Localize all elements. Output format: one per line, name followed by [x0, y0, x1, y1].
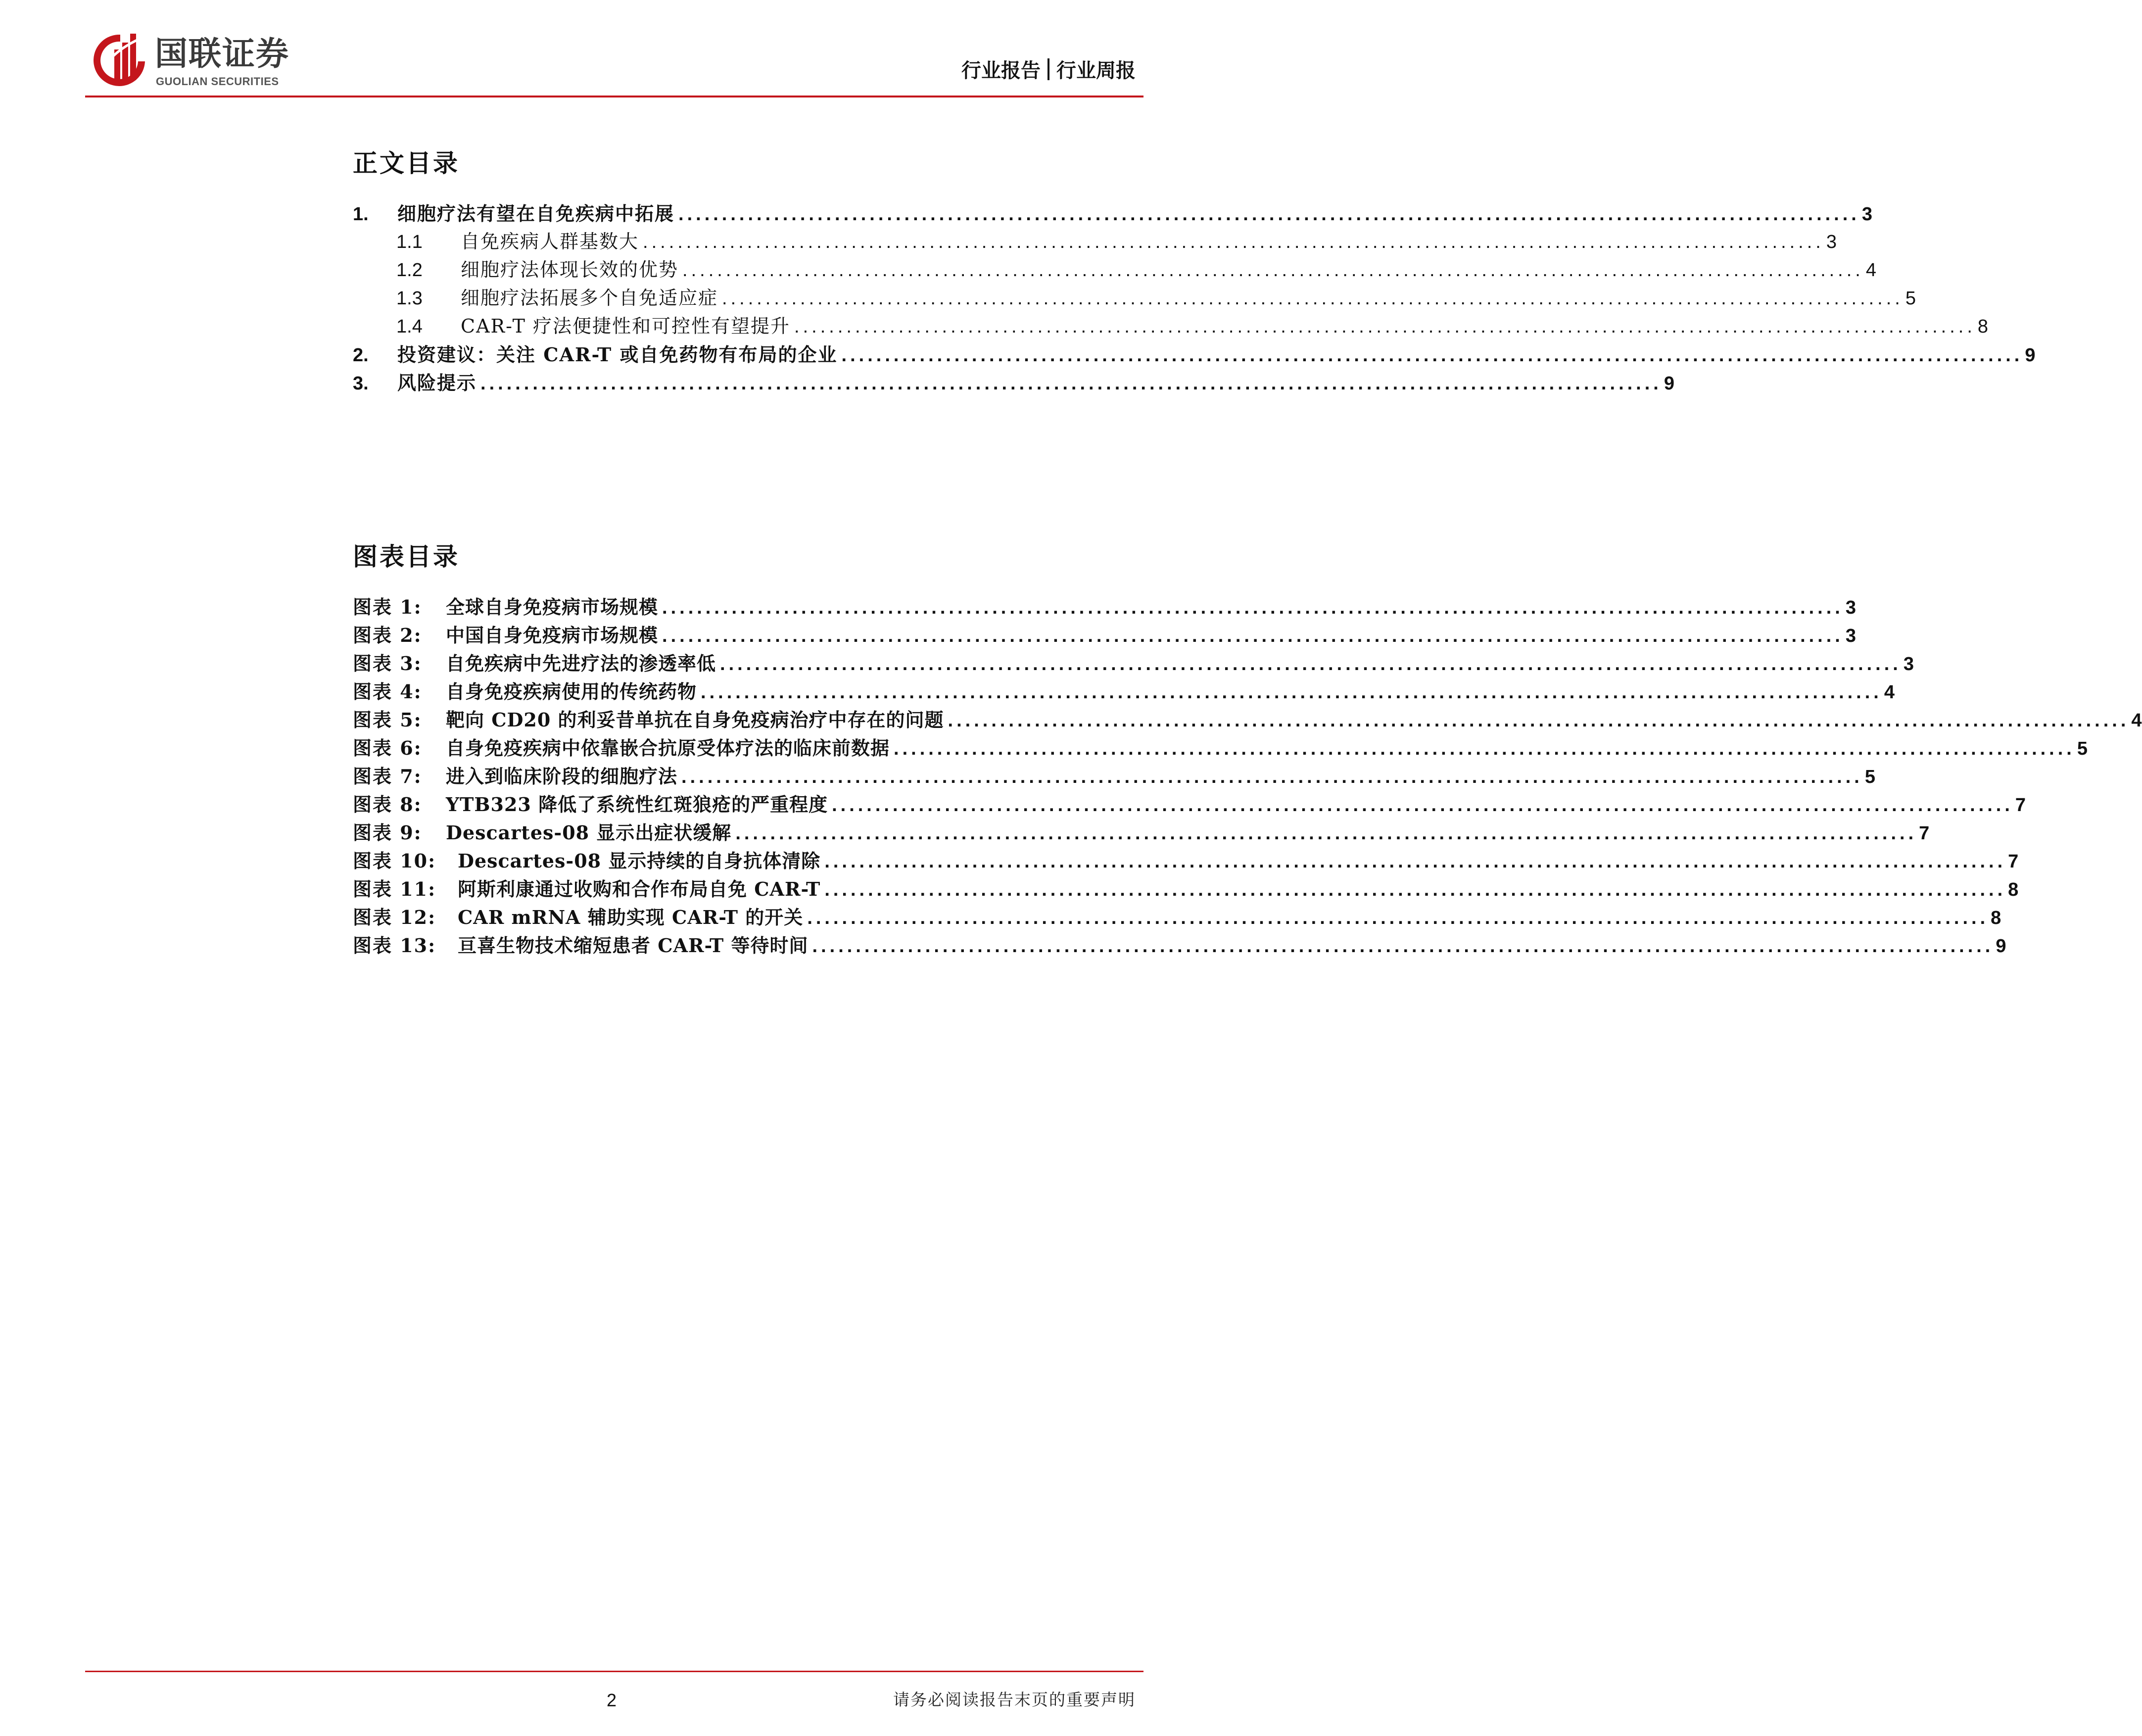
figure-entry-title: 自免疾病中先进疗法的渗透率低	[446, 652, 716, 675]
figure-entry-title: 全球自身免疫病市场规模	[446, 596, 659, 618]
tag-separator	[1047, 58, 1049, 80]
toc-entry-title: 细胞疗法体现长效的优势	[461, 259, 679, 281]
figure-toc-title: 图表目录	[353, 542, 460, 571]
figure-entry-number: 图表 13:	[353, 934, 436, 957]
figure-entry-page: 7	[1919, 823, 1930, 844]
figure-entry-page: 7	[2008, 851, 2019, 872]
report-subtype-tag: 行业周报	[1056, 59, 1136, 82]
figure-entry-number: 图表 5:	[353, 709, 422, 731]
figure-entry-number: 图表 7:	[353, 765, 422, 787]
footer-divider	[85, 1671, 1143, 1672]
toc-entry-page: 5	[1905, 288, 1916, 309]
figure-entry[interactable]	[353, 593, 1856, 621]
figure-entry-page: 7	[2015, 795, 2026, 816]
figure-entry-page: 5	[2077, 738, 2088, 759]
figure-entry[interactable]	[353, 762, 1875, 790]
toc-entry[interactable]	[353, 256, 1876, 284]
toc-entry-number: 1.2	[396, 260, 423, 281]
toc-entry-page: 8	[1977, 316, 1989, 337]
figure-entry-page: 3	[1903, 654, 1914, 675]
toc-entry-number: 2.	[353, 345, 369, 366]
figure-entry-page: 8	[1991, 908, 2001, 928]
figure-entry[interactable]	[353, 931, 2006, 960]
toc-entry[interactable]	[353, 228, 1837, 256]
toc-leader-dots: ........................................................................................................................................	[824, 879, 2006, 900]
toc-leader-dots: ........................................................................................................................................	[678, 204, 1860, 225]
figure-entry[interactable]	[353, 790, 2026, 819]
main-toc-section	[353, 148, 2036, 397]
toc-leader-dots: ........................................................................................................................................	[681, 767, 1863, 787]
figure-entry[interactable]	[353, 706, 2142, 734]
page-number: 2	[607, 1690, 617, 1710]
figure-entry-page: 8	[2008, 879, 2019, 900]
toc-entry-title: 细胞疗法有望在自免疾病中拓展	[397, 202, 675, 225]
toc-leader-dots: ........................................................................................................................................	[662, 597, 1844, 618]
header-divider	[85, 96, 1143, 97]
figure-entry-number: 图表 4:	[353, 680, 422, 703]
toc-leader-dots: ........................................................................................................................................	[643, 232, 1824, 252]
guolian-logo-icon	[91, 31, 147, 90]
figure-entry-number: 图表 12:	[353, 906, 436, 928]
toc-leader-dots: ........................................................................................................................................	[948, 710, 2130, 731]
toc-leader-dots: ........................................................................................................................................	[720, 654, 1902, 675]
toc-entry-number: 1.4	[396, 316, 423, 337]
toc-leader-dots: ........................................................................................................................................	[480, 373, 1662, 394]
figure-entry-title: 阿斯利康通过收购和合作布局自免 CAR-T	[458, 878, 821, 900]
figure-entry-title: CAR mRNA 辅助实现 CAR-T 的开关	[458, 906, 804, 928]
figure-entry-number: 图表 9:	[353, 821, 422, 844]
toc-entry-page: 9	[2025, 345, 2036, 366]
figure-entry-title: YTB323 降低了系统性红斑狼疮的严重程度	[446, 793, 828, 816]
figure-entry[interactable]	[353, 875, 2019, 903]
toc-entry-title: 风险提示	[397, 372, 477, 394]
main-toc-title: 正文目录	[353, 148, 460, 178]
figure-entry-number: 图表 2:	[353, 624, 422, 646]
figure-entry-title: Descartes-08 显示持续的自身抗体清除	[458, 850, 821, 872]
toc-entry-page: 4	[1865, 260, 1876, 281]
toc-leader-dots: ........................................................................................................................................	[894, 738, 2075, 759]
page-header	[0, 0, 1228, 99]
figure-entry-number: 图表 10:	[353, 850, 436, 872]
figure-entry-number: 图表 1:	[353, 596, 422, 618]
report-type-tags	[961, 58, 1136, 81]
figure-entry-title: Descartes-08 显示出症状缓解	[446, 821, 732, 844]
figure-entry[interactable]	[353, 819, 1930, 847]
toc-leader-dots: ........................................................................................................................................	[824, 851, 2006, 872]
figure-entry-page: 3	[1845, 597, 1856, 618]
figure-entry[interactable]	[353, 621, 1856, 649]
toc-leader-dots: ........................................................................................................................................	[812, 936, 1994, 957]
figure-entry-number: 图表 3:	[353, 652, 422, 675]
toc-entry[interactable]	[353, 312, 1989, 340]
disclaimer-note: 请务必阅读报告末页的重要声明	[893, 1690, 1136, 1709]
figure-entry-title: 进入到临床阶段的细胞疗法	[446, 765, 678, 787]
figure-entry-page: 3	[1845, 626, 1856, 646]
figure-toc-section	[353, 542, 2142, 960]
logo-english-name: GUOLIAN SECURITIES	[156, 75, 279, 88]
toc-entry-title: CAR-T 疗法便捷性和可控性有望提升	[461, 315, 791, 337]
figure-entry-page: 4	[1884, 682, 1895, 703]
toc-entry[interactable]	[353, 340, 2036, 369]
toc-leader-dots: ........................................................................................................................................	[682, 260, 1864, 281]
toc-entry-page: 9	[1664, 373, 1674, 394]
toc-entry-number: 1.3	[396, 288, 423, 309]
toc-leader-dots: ........................................................................................................................................	[794, 316, 1976, 337]
toc-entry[interactable]	[353, 284, 1916, 312]
figure-toc-list	[353, 593, 2142, 960]
figure-entry-title: 靶向 CD20 的利妥昔单抗在自身免疫病治疗中存在的问题	[446, 709, 944, 731]
figure-entry[interactable]	[353, 903, 2001, 931]
toc-entry-title: 细胞疗法拓展多个自免适应症	[461, 287, 718, 309]
toc-leader-dots: ........................................................................................................................................	[701, 682, 1882, 703]
figure-entry-title: 亘喜生物技术缩短患者 CAR-T 等待时间	[458, 934, 809, 957]
company-logo	[91, 31, 318, 93]
report-type-tag: 行业报告	[961, 59, 1041, 82]
main-toc-list	[353, 199, 2036, 397]
toc-entry[interactable]	[353, 199, 1872, 228]
toc-entry-number: 3.	[353, 373, 369, 394]
toc-entry-title: 自免疾病人群基数大	[461, 231, 639, 252]
toc-entry-number: 1.1	[396, 232, 423, 252]
figure-entry-page: 5	[1864, 767, 1875, 787]
figure-entry-title: 自身免疫疾病使用的传统药物	[446, 680, 697, 703]
toc-leader-dots: ........................................................................................................................................	[722, 288, 1904, 309]
figure-entry-number: 图表 8:	[353, 793, 422, 816]
figure-entry-number: 图表 11:	[353, 878, 436, 900]
figure-entry-page: 9	[1996, 936, 2006, 957]
toc-entry[interactable]	[353, 369, 1674, 397]
toc-leader-dots: ........................................................................................................................................	[735, 823, 1917, 844]
toc-entry-title: 投资建议：关注 CAR-T 或自免药物有布局的企业	[397, 343, 838, 366]
figure-entry-title: 中国自身免疫病市场规模	[446, 624, 659, 646]
figure-entry[interactable]	[353, 677, 1895, 706]
figure-entry[interactable]	[353, 734, 2088, 762]
logo-chinese-name: 国联证券	[155, 35, 289, 73]
figure-entry-title: 自身免疫疾病中依靠嵌合抗原受体疗法的临床前数据	[446, 737, 890, 759]
figure-entry-number: 图表 6:	[353, 737, 422, 759]
figure-entry-page: 4	[2131, 710, 2142, 731]
toc-entry-page: 3	[1861, 204, 1872, 225]
toc-entry-number: 1.	[353, 204, 369, 225]
toc-leader-dots: ........................................................................................................................................	[662, 626, 1844, 646]
toc-entry-page: 3	[1826, 232, 1837, 252]
toc-leader-dots: ........................................................................................................................................	[807, 908, 1989, 928]
toc-leader-dots: ........................................................................................................................................	[841, 345, 2023, 366]
figure-entry[interactable]	[353, 847, 2019, 875]
figure-entry[interactable]	[353, 649, 1914, 677]
toc-leader-dots: ........................................................................................................................................	[832, 795, 2013, 816]
